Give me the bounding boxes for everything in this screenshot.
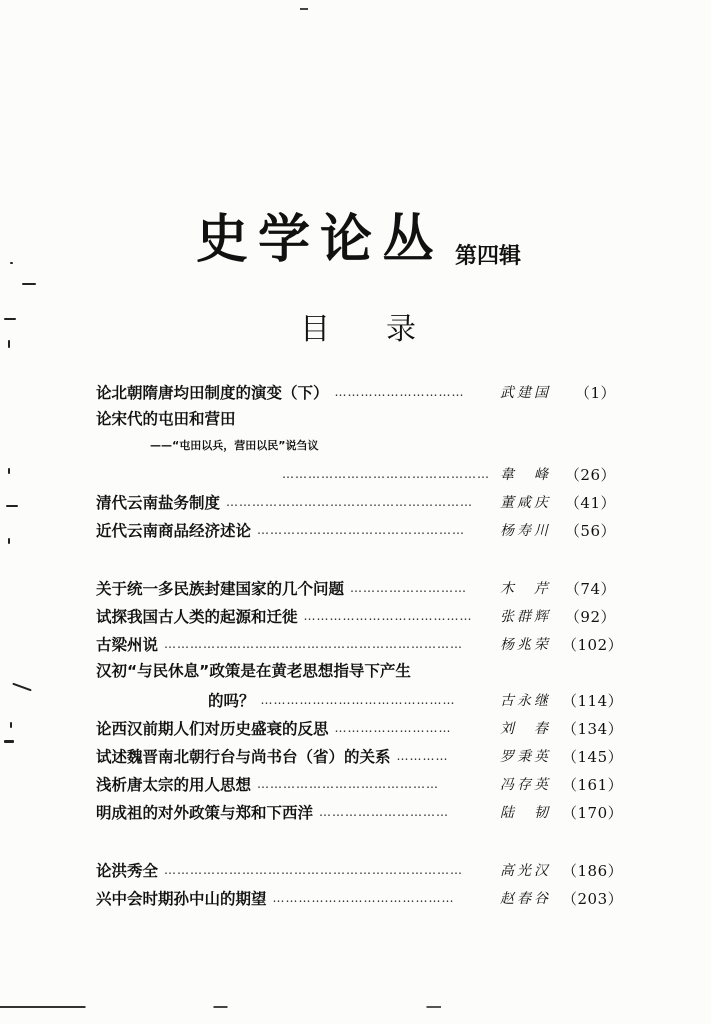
toc-entry[interactable] (96, 856, 624, 882)
entry-page: （203） (562, 890, 624, 908)
toc-entry[interactable] (208, 686, 624, 712)
entry-author: 赵春谷 (500, 891, 551, 907)
entry-title: 清代云南盐务制度 (96, 494, 221, 512)
dot-leader: …………………………………… (257, 777, 440, 791)
entry-page: （92） (564, 608, 616, 626)
dot-leader: …………………………………………………………… (164, 637, 464, 651)
dot-leader: ………………………………………………… (226, 495, 474, 509)
dot-leader: …………………………………………………………… (164, 863, 464, 877)
toc-entry[interactable] (96, 488, 616, 514)
entry-title: 试述魏晋南北朝行台与尚书台（省）的关系 (96, 748, 391, 766)
dot-leader: ………………………… (319, 805, 450, 819)
toc-entry[interactable] (96, 884, 624, 910)
dot-leader: ………………………………… (303, 609, 473, 623)
dot-leader: ……………………… (350, 581, 468, 595)
entry-title: 兴中会时期孙中山的期望 (96, 890, 267, 908)
entry-title: 论西汉前期人们对历史盛衰的反思 (96, 720, 329, 738)
entry-author: 陆 韧 (500, 805, 551, 821)
entry-subtitle: ——“屯田以兵，营田以民”说刍议 (150, 439, 319, 452)
entry-title[interactable]: 论宋代的屯田和营田 (96, 410, 236, 428)
entry-title: 论北朝隋唐均田制度的演变（下） (96, 384, 329, 402)
entry-page: （134） (562, 720, 624, 738)
dot-leader: …………………………………… (272, 891, 455, 905)
entry-author: 韋 峰 (500, 467, 551, 483)
toc-entry[interactable] (96, 714, 624, 740)
entry-page: （161） (562, 776, 624, 794)
entry-author: 木 芹 (500, 581, 551, 597)
entry-author: 董咸庆 (500, 495, 551, 511)
entry-title: 论洪秀全 (96, 862, 159, 880)
entry-page: （41） (564, 494, 616, 512)
book-title: 史学论丛 (196, 210, 445, 270)
entry-title: 关于统一多民族封建国家的几个问题 (96, 580, 345, 598)
entry-title: 古梁州说 (96, 636, 159, 654)
entry-title[interactable]: 汉初“与民休息”政策是在黄老思想指导下产生 (96, 662, 411, 680)
toc-entry[interactable] (96, 630, 624, 656)
entry-page: （186） (562, 862, 624, 880)
entry-author: 张群辉 (500, 609, 551, 625)
entry-author: 冯存英 (500, 777, 551, 793)
entry-page: （114） (562, 692, 624, 710)
dot-leader: ……………………………………… (260, 693, 456, 707)
entry-author: 高光汉 (500, 863, 551, 879)
entry-author: 杨兆荣 (500, 637, 551, 653)
entry-title: 浅析唐太宗的用人思想 (96, 776, 252, 794)
dot-leader: ………………………………………… (257, 523, 466, 537)
entry-page: （26） (564, 466, 616, 484)
toc-heading: 目录 (300, 312, 472, 347)
entry-title: 试探我国古人类的起源和迁徙 (96, 608, 298, 626)
entry-page: （56） (564, 522, 616, 540)
entry-title: 近代云南商品经济述论 (96, 522, 252, 540)
entry-page: （170） (562, 804, 624, 822)
entry-title-continuation: 的吗？ (208, 692, 255, 710)
entry-author: 刘 春 (500, 721, 551, 737)
toc-entry[interactable] (96, 574, 616, 600)
entry-author: 杨寿川 (500, 523, 551, 539)
entry-author: 古永继 (500, 693, 551, 709)
dot-leader: ………………………… (334, 385, 465, 399)
volume-label: 第四辑 (455, 244, 522, 269)
toc-entry[interactable] (96, 770, 624, 796)
toc-entry[interactable] (282, 460, 616, 486)
entry-author: 武建国 (500, 385, 551, 401)
entry-page: （102） (562, 636, 624, 654)
entry-page: （145） (562, 748, 624, 766)
dot-leader: ………………………………………… (282, 467, 490, 481)
entry-page: （74） (564, 580, 616, 598)
toc-entry[interactable] (96, 742, 624, 768)
toc-entry[interactable] (96, 798, 624, 824)
dot-leader: ……………………… (334, 721, 452, 735)
dot-leader: ………… (396, 749, 449, 763)
entry-page: （1） (574, 384, 616, 402)
toc-entry[interactable] (96, 378, 616, 404)
entry-author: 罗秉英 (500, 749, 551, 765)
toc-entry[interactable] (96, 516, 616, 542)
toc-entry[interactable] (96, 602, 616, 628)
entry-title: 明成祖的对外政策与郑和下西洋 (96, 804, 314, 822)
